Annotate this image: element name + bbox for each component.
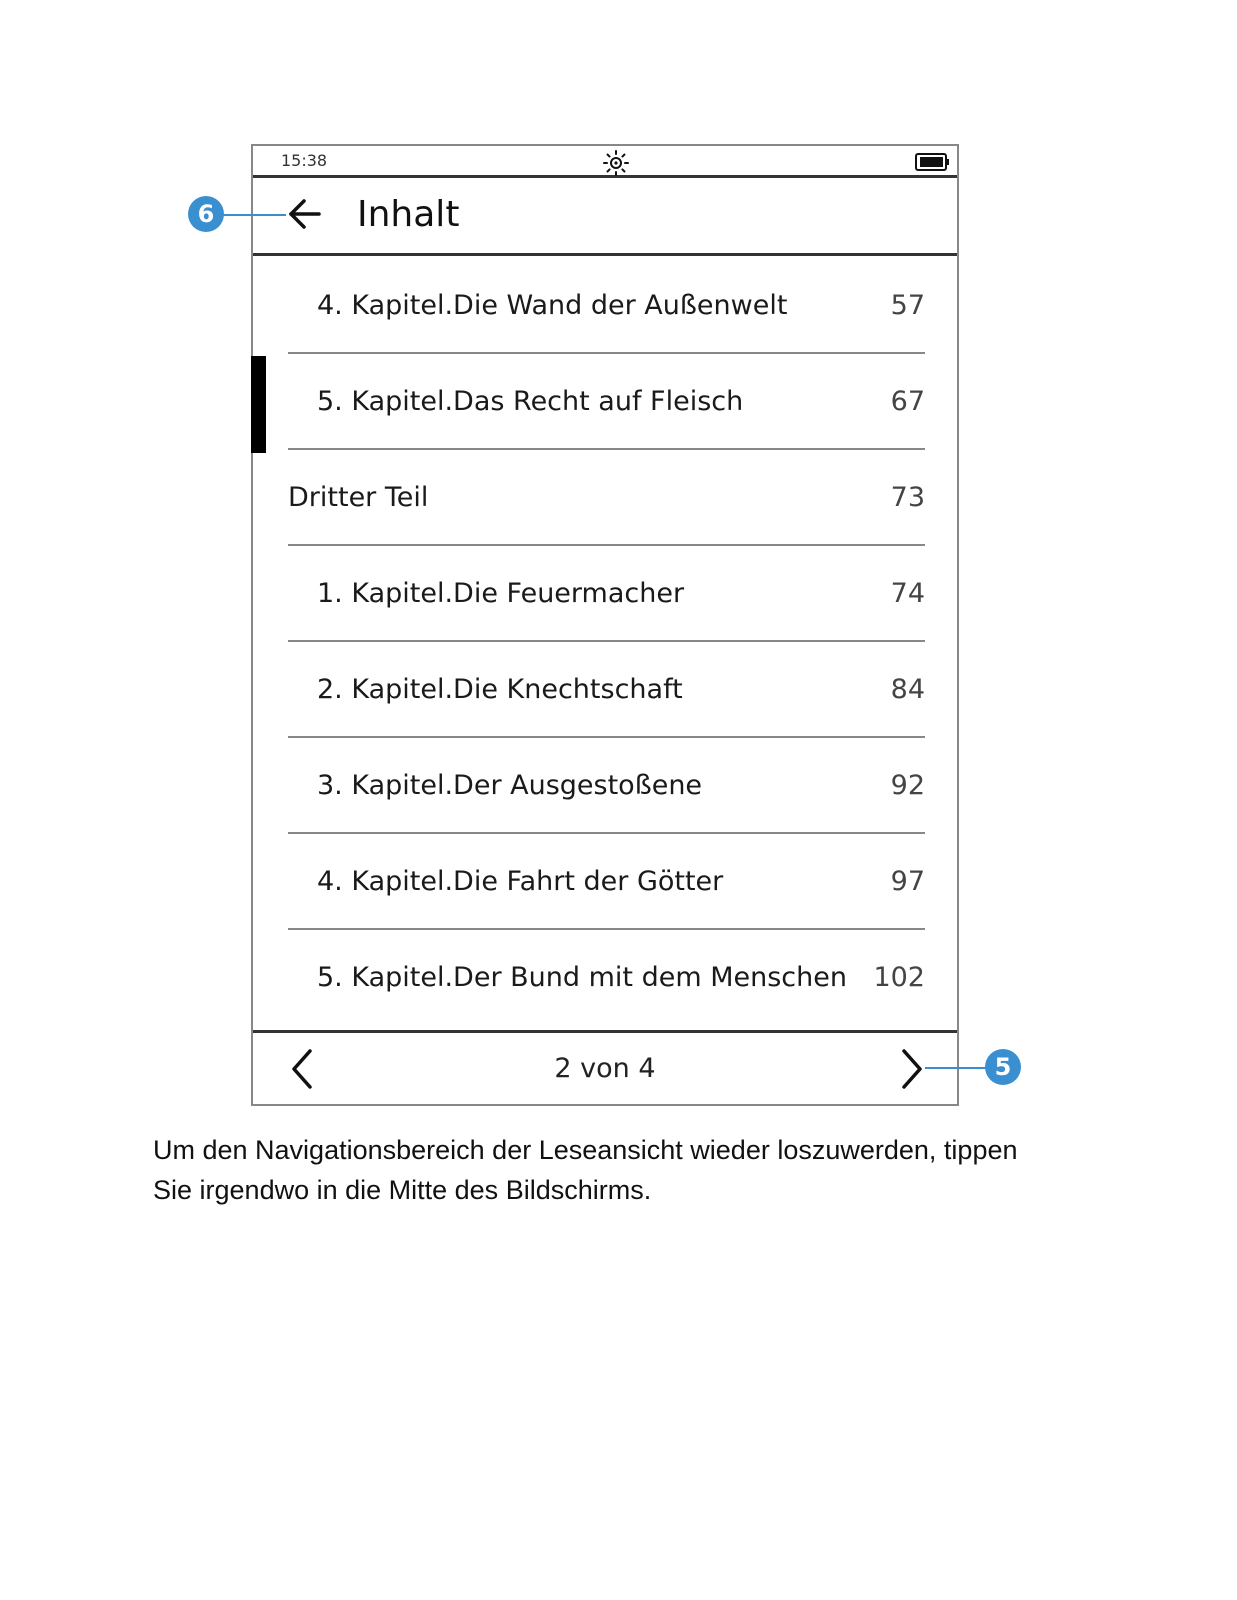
brightness-icon[interactable] — [603, 150, 629, 176]
toc-entry-page: 97 — [890, 866, 925, 897]
caption-text: Um den Navigationsbereich der Leseansicht wieder loszuwerden, tippen Sie irgendwo in die Mitte des Bildschirms. — [153, 1135, 1018, 1205]
toc-entry-page: 67 — [890, 386, 925, 417]
page-indicator: 2 von 4 — [554, 1053, 656, 1084]
toc-entry-title: 5. Kapitel.Der Bund mit dem Menschen — [317, 962, 847, 993]
callout-line-back — [222, 214, 286, 216]
toc-entry[interactable] — [288, 546, 925, 642]
toc-entry-title: 3. Kapitel.Der Ausgestoßene — [317, 770, 703, 801]
toc-entry[interactable] — [288, 450, 925, 546]
chevron-right-icon[interactable] — [897, 1047, 927, 1091]
toc-entry-title: 1. Kapitel.Die Feuermacher — [317, 578, 685, 609]
toc-entry[interactable] — [288, 738, 925, 834]
callout-badge-next: 5 — [985, 1049, 1021, 1085]
toc-entry-page: 84 — [890, 674, 925, 705]
toc-entry-title: 4. Kapitel.Die Wand der Außenwelt — [317, 290, 788, 321]
toc-entry-page: 74 — [890, 578, 925, 609]
toc-entry-page: 102 — [873, 962, 925, 993]
toc-entry-title: 4. Kapitel.Die Fahrt der Götter — [317, 866, 724, 897]
toc-entry[interactable] — [288, 258, 925, 354]
back-arrow-icon[interactable] — [285, 194, 325, 234]
pagination-bar — [253, 1030, 957, 1106]
toc-entry-title: 5. Kapitel.Das Recht auf Fleisch — [317, 386, 744, 417]
status-bar — [253, 146, 957, 178]
ereader-screen — [251, 144, 959, 1106]
toc-entry[interactable] — [288, 930, 925, 1026]
toc-entry-title: Dritter Teil — [288, 482, 429, 513]
toc-entry[interactable] — [288, 642, 925, 738]
callout-badge-back: 6 — [188, 196, 224, 232]
status-time: 15:38 — [281, 151, 328, 170]
toc-entry-title: 2. Kapitel.Die Knechtschaft — [317, 674, 683, 705]
toc-list — [253, 258, 957, 1030]
toc-entry[interactable] — [288, 834, 925, 930]
toc-entry[interactable] — [288, 354, 925, 450]
toc-header — [253, 178, 957, 256]
toc-entry-page: 57 — [890, 290, 925, 321]
battery-icon — [915, 153, 949, 171]
toc-entry-page: 73 — [890, 482, 925, 513]
callout-line-next — [925, 1067, 989, 1069]
toc-entry-page: 92 — [890, 770, 925, 801]
page-title: Inhalt — [357, 194, 460, 235]
